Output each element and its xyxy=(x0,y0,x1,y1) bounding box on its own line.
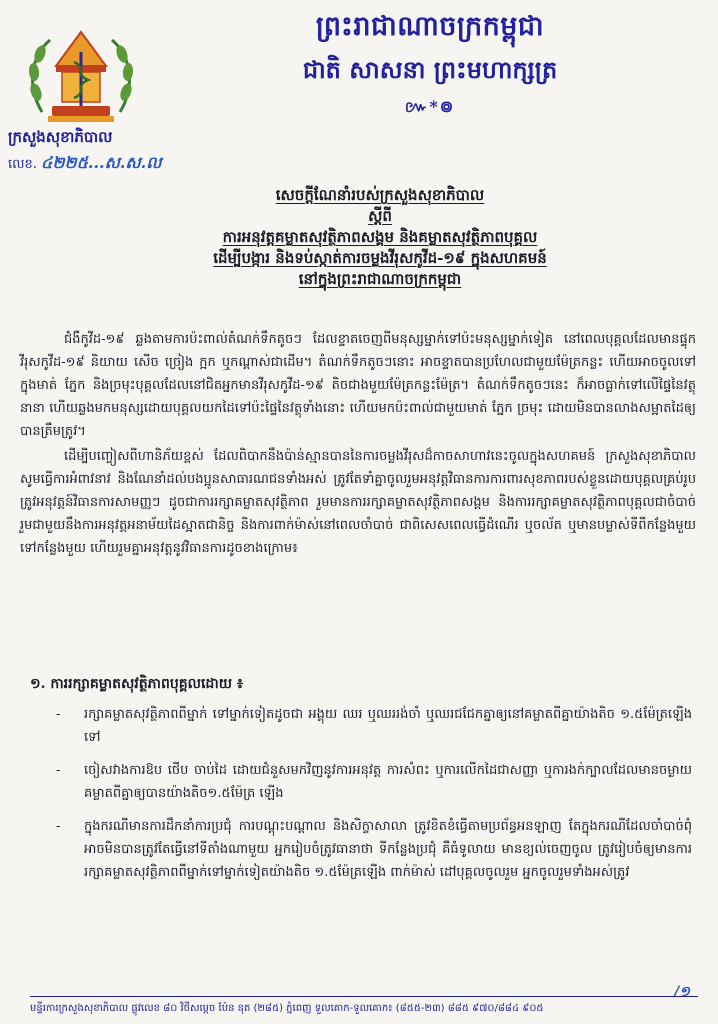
ministry-name: ក្រសួងសុខាភិបាល xyxy=(8,128,113,146)
kingdom-name: ព្រះរាជាណាចក្រកម្ពុជា xyxy=(315,11,545,42)
ministry-logo-icon xyxy=(22,22,140,132)
section-1-heading: ១. ការរក្សាគម្លាតសុវត្ថិភាពបុគ្គលដោយ ៖ xyxy=(30,676,244,692)
body-paragraph-1: ជំងឺកូវីដ-១៩ ឆ្លងតាមការប៉ះពាល់តំណក់ទឹកតូចៗ ដែលខ្ទាតចេញពីមនុស្សម្នាក់ទៅប៉ះមនុស្សម្នាក់ទៀត នៅពេលបុគ្គលដែលមានផ្ទុកវីរុសកូវីដ-១៩ និយាយ សើច ច្រៀង ក្អក ឬកណ្តាស់ជាដើម។ តំណក់ទឹកតូចៗនោះ អាចខ្ទាតបានប្រហែលជាមួយម៉ែត្រកន្លះ ហើយអាចចូលទៅក្នុងមាត់ ភ្នែក និងច្រមុះបុគ្គលដែលនៅជិតអ្នកមានវីរុសកូវីដ-១៩ តិចជាងមួយម៉ែត្រកន្លះម៉ែត្រ។ តំណក់ទឹកតូចៗនេះ ក៏អាចធ្លាក់ទៅលើផ្ទៃនៃវត្ថុនានា ហើយឆ្លងមកមនុស្សដោយបុគ្គលយកដៃទៅប៉ះផ្ទៃនៃវត្ថុទាំងនោះ ហើយមកប៉ះពាល់ជាមួយមាត់ ភ្នែក ច្រមុះ ដោយមិនបានលាងសម្អាតដៃឲ្យបានត្រឹមត្រូវ។ xyxy=(20,332,696,439)
list-item xyxy=(56,815,692,884)
title-line-3: ការអនុវត្តគម្លាតសុវត្ថិភាពសង្គម និងគម្លាតសុវត្ថិភាពបុគ្គល xyxy=(222,228,538,246)
bullet-dash: - xyxy=(56,819,61,834)
reference-value: ៤២២៥...ស.ស.ល xyxy=(41,153,162,172)
footer-address: មន្ទីរការក្រសួងសុខាភិបាល ផ្លូវលេខ ៨០ វិថីសម្តេច ប៉ែន នុត (២៨៥) ភ្នំពេញ ទួលគោក-ទួលគោក៖ (៨៥៥-២៣) ៨៨៥ ៩៧០/៨៨៤ ៩០៥ xyxy=(30,1003,544,1014)
document-body xyxy=(20,328,696,560)
list-item-text: រក្សាគម្លាតសុវត្ថិភាពពីម្នាក់ ទៅម្នាក់ទៀតដូចជា អង្គុយ ឈរ ឬឈររង់ចាំ ឬឈរជជែកគ្នាឲ្យនៅគម្លាតពីគ្នាយ៉ាងតិច ១.៥ម៉ែត្រឡើងទៅ xyxy=(84,707,692,745)
section-1-list xyxy=(56,703,692,894)
footer-divider xyxy=(30,996,698,997)
document-title xyxy=(150,185,610,290)
list-item-text: ក្នុងករណីមានការដឹកនាំការប្រជុំ ការបណ្តុះបណ្តាល និងសិក្ខាសាលា ត្រូវខិតខំធ្វើតាមប្រព័ន្ធអនឡាញ តែក្នុងករណីដែលចាំបាច់ពុំអាចមិនបានត្រូវតែធ្វើនៅទីតាំងណាមួយ អ្នករៀបចំត្រូវធានាថា ទីកន្លែងប្រជុំ គឺធំទូលាយ មានខ្យល់ចេញចូល ត្រូវរៀបចំឲ្យមានការរក្សាគម្លាតសុវត្ថិភាពពីម្នាក់ទៅម្នាក់ទៀតយ៉ាងតិច ១.៥ម៉ែត្រឡើង ពាក់ម៉ាស់ ដៅបុគ្គលចូលរួម អ្នកចូលរួមទាំងអស់ត្រូវ xyxy=(84,819,692,880)
national-motto: ជាតិ សាសនា ព្រះមហាក្សត្រ xyxy=(302,55,558,84)
list-item xyxy=(56,703,692,749)
title-line-2: ស្តីពី xyxy=(368,207,392,225)
header-ornament: ៚*៙ xyxy=(404,97,456,116)
title-line-4: ដើម្បីបង្ការ និងទប់ស្កាត់ការចម្លងវីរុសកូវីដ-១៩ ក្នុងសហគមន៍ xyxy=(213,249,547,267)
page-number: /១ xyxy=(674,984,690,1000)
reference-number xyxy=(8,152,228,176)
title-line-5: នៅក្នុងព្រះរាជាណាចក្រកម្ពុជា xyxy=(298,270,462,288)
kingdom-header xyxy=(200,10,660,120)
bullet-dash: - xyxy=(56,707,61,722)
list-item xyxy=(56,759,692,805)
body-paragraph-2: ដើម្បីបញ្ចៀសពីហានិភ័យខ្ពស់ ដែលពិបាកនឹងប៉ាន់ស្មានបាននៃការចម្លងវីរុសដ៏កាចសាហាវនេះចូលក្នុងសហគមន៍ ក្រសួងសុខាភិបាលសូមធ្វើការអំពាវនាវ និងណែនាំដល់បងប្អូនសាធារណជនទាំងអស់ ត្រូវតែទាំគ្នាចូលរួមអនុវត្តវិធានការការពារសុខភាពរបស់ខ្លួនដោយបុគ្គលគ្រប់រូបត្រូវអនុវត្តន៍វិធានការសាមញ្ញៗ ដូចជាការរក្សាគម្លាតសុវត្ថិភាព រួមមានការរក្សាគម្លាតសុវត្ថិភាពសង្គម និងការរក្សាគម្លាតសុវត្ថិភាពបុគ្គលជាចំបាច់ រួមជាមួយនឹងការអនុវត្តអនាម័យដៃស្អាតជានិច្ច និងការពាក់ម៉ាស់នៅពេលចាំបាច់ ជាពិសេសពេលធ្វើដំណើរ ឬចល័ត ឬមានបម្លាស់ទីពីកន្លែងមួយទៅកន្លែងមួយ ហើយរួមគ្នាអនុវត្តនូវវិធានការដូចខាងក្រោម៖ xyxy=(20,449,696,556)
reference-prefix: លេខ. xyxy=(8,157,37,172)
list-item-text: ចៀសវាងការឱប ថើប ចាប់ដៃ ដោយជំនួសមកវិញនូវការអនុវត្ត ការសំពះ ឬការលើកដៃជាសញ្ញា ឬការងក់ក្បាលដែលមានចម្ងាយគម្លាតពីគ្នាឲ្យបានយ៉ាងតិច១.៥ម៉ែត្រ ឡើង xyxy=(84,763,692,801)
bullet-dash: - xyxy=(56,763,61,778)
title-line-1: សេចក្តីណែនាំរបស់ក្រសួងសុខាភិបាល xyxy=(275,186,485,204)
